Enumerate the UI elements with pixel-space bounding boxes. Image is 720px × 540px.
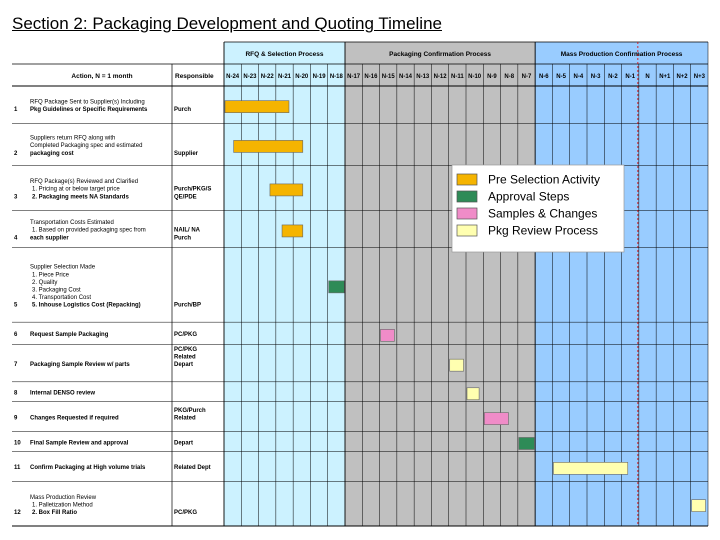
action-text: packaging cost [30, 150, 74, 157]
action-text: 5. Inhouse Logistics Cost (Repacking) [32, 302, 141, 309]
row-number: 10 [14, 440, 21, 447]
column-label: N-24 [226, 74, 240, 80]
column-label: N-17 [347, 74, 361, 80]
action-text: Internal DENSO review [30, 390, 96, 397]
page-title: Section 2: Packaging Development and Quoting Timeline [12, 14, 442, 33]
column-label: N-18 [329, 74, 343, 80]
column-label: N+3 [693, 74, 705, 80]
responsible-text: Related [174, 415, 196, 422]
column-label: N+1 [659, 74, 671, 80]
group-header: Packaging Confirmation Process [389, 51, 492, 58]
timeline-bar [519, 437, 535, 449]
responsible-text: QE/PDE [174, 194, 197, 201]
column-label: N-5 [556, 74, 566, 80]
legend-swatch [457, 225, 477, 236]
timeline-bar [225, 101, 289, 113]
column-label: N-16 [364, 74, 378, 80]
row-number: 3 [14, 194, 18, 201]
column-label: N-19 [312, 74, 326, 80]
timeline-bar [270, 184, 303, 196]
column-label: N-22 [260, 74, 274, 80]
responsible-text: Depart [174, 440, 194, 447]
responsible-text: Related Dept [174, 465, 211, 472]
column-label: N [645, 74, 650, 80]
column-label: N-3 [590, 74, 601, 80]
action-text: Packaging Sample Review w/ parts [30, 361, 130, 368]
column-label: N-10 [468, 74, 482, 80]
row-number: 4 [14, 235, 18, 242]
action-text: 4. Transportation Cost [32, 295, 92, 302]
action-text: Changes Requested if required [30, 415, 119, 422]
timeline-bar [381, 329, 395, 341]
action-text: 1. Based on provided packaging spec from [32, 227, 146, 234]
packaging-zone [345, 42, 535, 526]
legend-swatch [457, 191, 477, 202]
timeline-bar [329, 281, 345, 293]
column-label: N-23 [243, 74, 257, 80]
action-text: Supplier Selection Made [30, 264, 96, 271]
row-number: 9 [14, 415, 18, 422]
action-text: 2. Box Fill Ratio [32, 510, 78, 517]
column-label: N-6 [538, 74, 549, 80]
action-text: Request Sample Packaging [30, 332, 109, 339]
column-label: N-20 [295, 74, 309, 80]
legend-label: Approval Steps [488, 189, 570, 204]
responsible-text: Purch [174, 235, 192, 242]
responsible-text: Supplier [174, 150, 199, 157]
responsible-text: PC/PKG [174, 510, 198, 517]
responsible-text: Purch [174, 107, 192, 114]
legend-swatch [457, 174, 477, 185]
column-label: N-8 [504, 74, 515, 80]
timeline-bar [467, 388, 479, 400]
row-number: 11 [14, 465, 21, 472]
column-label: N-1 [625, 74, 636, 80]
action-header: Action, N = 1 month [71, 73, 133, 80]
action-text: Completed Packaging spec and estimated [30, 143, 143, 150]
row-number: 2 [14, 150, 18, 157]
row-number: 7 [14, 361, 18, 368]
action-text: 1. Pricing at or below target price [32, 186, 120, 193]
timeline-bar [692, 500, 706, 512]
column-label: N+2 [676, 74, 688, 80]
timeline-bar [234, 140, 303, 152]
column-label: N-13 [416, 74, 430, 80]
row-number: 12 [14, 510, 21, 517]
timeline-bar [282, 225, 303, 237]
responsible-text: PC/PKG [174, 346, 198, 353]
column-label: N-2 [608, 74, 618, 80]
row-number: 8 [14, 390, 18, 397]
column-label: N-15 [381, 74, 395, 80]
action-text: 2. Packaging meets NA Standards [32, 194, 129, 201]
legend-label: Pre Selection Activity [488, 172, 601, 187]
group-header: Mass Production Confirmation Process [560, 51, 683, 58]
action-text: Pkg Guidelines or Specific Requirements [30, 107, 148, 114]
action-text: Confirm Packaging at High volume trials [30, 465, 146, 472]
responsible-text: Purch/PKG/S [174, 186, 212, 193]
responsible-text: Purch/BP [174, 302, 202, 309]
action-text: 3. Packaging Cost [32, 287, 81, 294]
timeline-bar [484, 413, 508, 425]
action-text: Final Sample Review and approval [30, 440, 129, 447]
timeline-bar [450, 359, 464, 371]
responsible-text: Depart [174, 361, 194, 368]
responsible-text: PC/PKG [174, 332, 198, 339]
timeline-bar [553, 462, 627, 474]
rfq-zone [224, 42, 345, 526]
action-text: Suppliers return RFQ along with [30, 135, 116, 142]
responsible-text: Related [174, 354, 196, 361]
column-label: N-4 [573, 74, 584, 80]
action-text: Mass Production Review [30, 494, 97, 501]
column-label: N-9 [487, 74, 497, 80]
group-header: RFQ & Selection Process [245, 51, 324, 58]
legend-swatch [457, 208, 477, 219]
responsible-text: NAIL/ NA [174, 227, 200, 234]
action-text: 1. Palletization Method [32, 502, 93, 509]
row-number: 6 [14, 332, 18, 339]
action-text: RFQ Package(s) Reviewed and Clarified [30, 179, 139, 186]
column-label: N-12 [433, 74, 447, 80]
responsible-text: PKG/Purch [174, 407, 206, 414]
column-label: N-7 [521, 74, 532, 80]
column-label: N-21 [277, 74, 292, 80]
action-text: 2. Quality [32, 279, 58, 286]
action-text: 1. Piece Price [32, 272, 70, 279]
legend-label: Samples & Changes [488, 206, 598, 221]
responsible-header: Responsible [175, 73, 214, 80]
action-text: RFQ Package Sent to Supplier(s) Including [30, 99, 145, 106]
column-label: N-11 [451, 74, 464, 80]
action-text: Transportation Costs Estimated [30, 220, 114, 227]
row-number: 5 [14, 302, 18, 309]
legend-label: Pkg Review Process [488, 223, 599, 238]
column-label: N-14 [398, 74, 413, 80]
row-number: 1 [14, 107, 18, 114]
action-text: each supplier [30, 235, 69, 242]
